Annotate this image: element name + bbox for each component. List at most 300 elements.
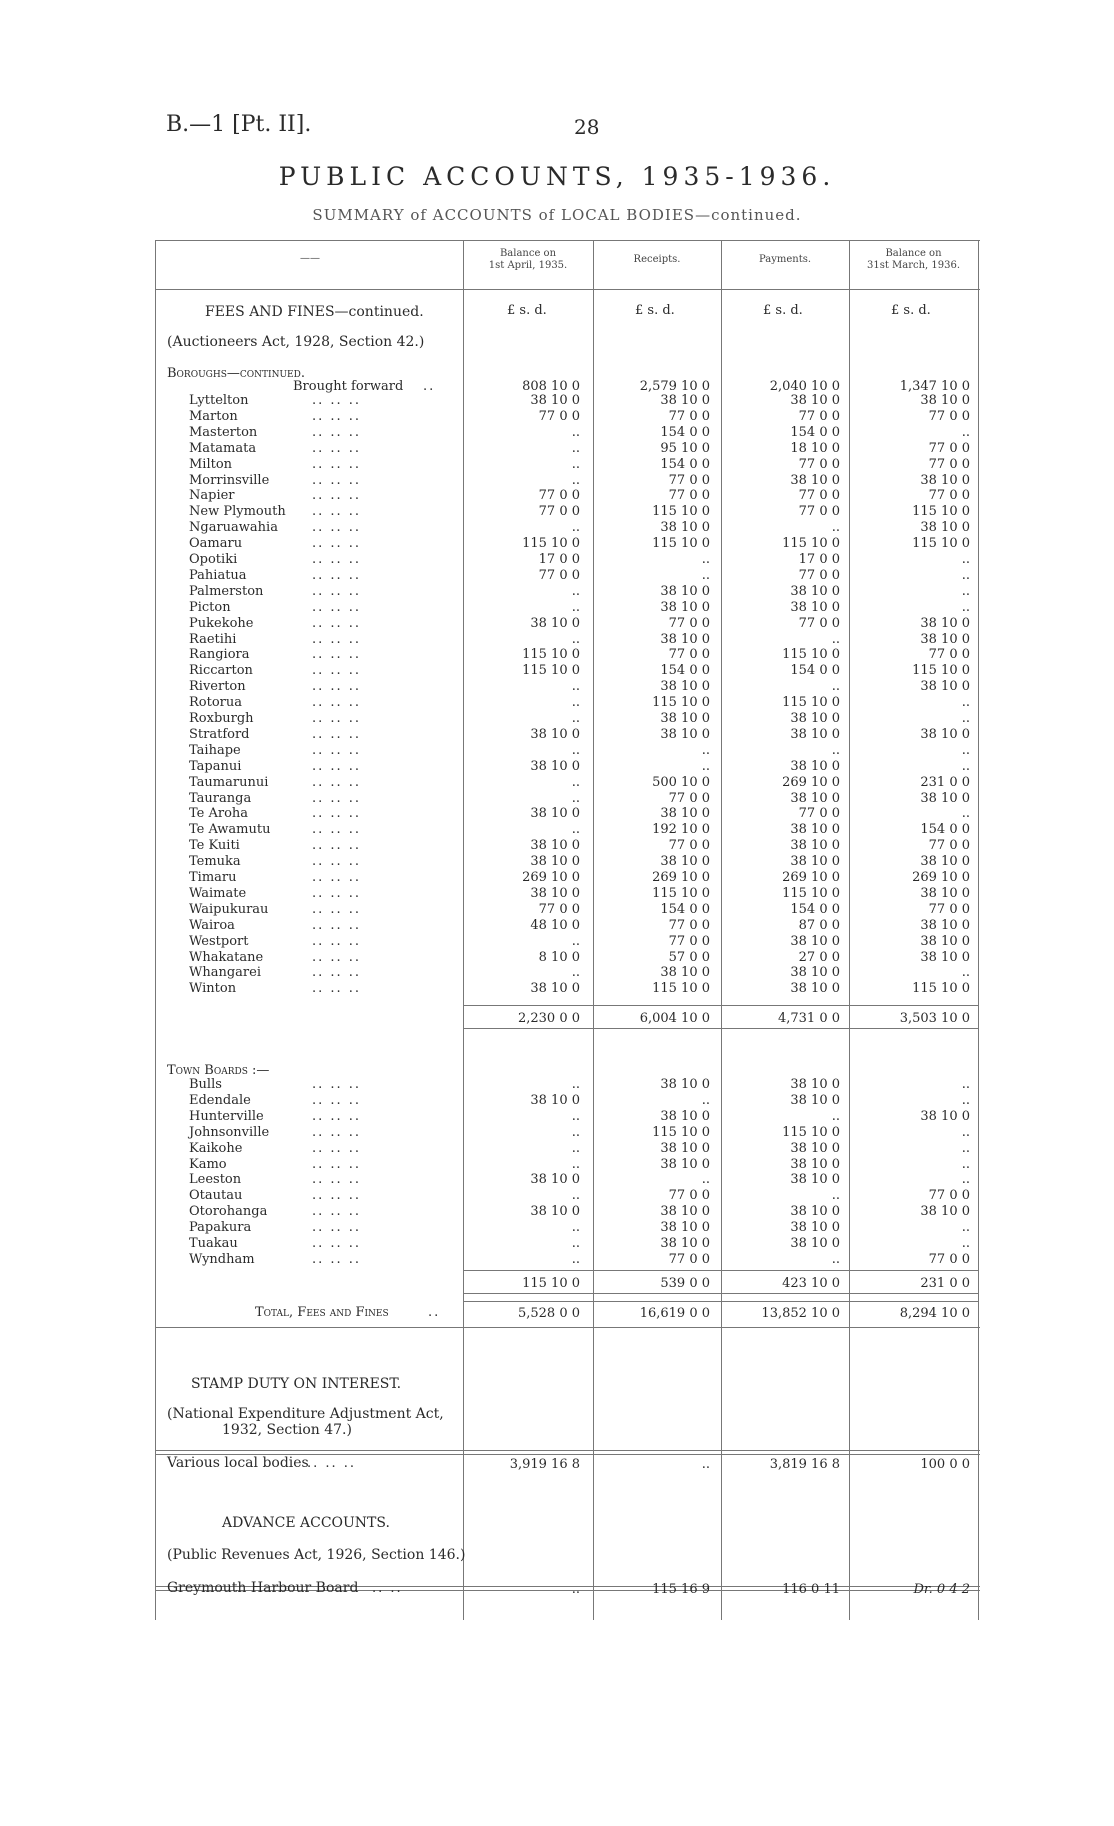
- leader-dots: .. .. ..: [312, 647, 362, 663]
- row-receipts: 77 0 0: [668, 917, 710, 933]
- row-payments: 38 10 0: [790, 1077, 840, 1092]
- currency-label-1: £ s. d.: [507, 303, 547, 318]
- row-payments: 115 10 0: [782, 647, 840, 663]
- row-closing: ..: [961, 758, 970, 774]
- row-receipts: ..: [701, 742, 710, 758]
- row-name: Picton: [189, 599, 231, 615]
- row-name: Te Awamutu: [189, 822, 271, 838]
- row-opening: 115 10 0: [522, 663, 580, 679]
- row-receipts: 77 0 0: [668, 615, 710, 631]
- leader-dots: .. .. ..: [312, 933, 362, 949]
- row-payments: 38 10 0: [790, 1140, 840, 1156]
- row-closing: ..: [961, 1236, 970, 1251]
- row-receipts: ..: [701, 758, 710, 774]
- leader-dots: .. .. ..: [312, 885, 362, 901]
- col-header-payments: Payments.: [758, 254, 812, 265]
- row-name: Pukekohe: [189, 615, 254, 631]
- row-opening: 38 10 0: [530, 1172, 580, 1188]
- town-boards-heading: Town Boards :—: [167, 1063, 270, 1078]
- row-opening: ..: [571, 1077, 580, 1092]
- leader-dots: .. .. ..: [312, 424, 362, 440]
- row-opening: ..: [571, 822, 580, 838]
- row-receipts: 38 10 0: [660, 679, 710, 695]
- page-subtitle: SUMMARY of ACCOUNTS of LOCAL BODIES—continued.: [312, 206, 802, 224]
- row-name: Whangarei: [189, 965, 261, 981]
- row-opening: ..: [571, 1124, 580, 1140]
- row-payments: 77 0 0: [798, 456, 840, 472]
- row-name: Winton: [189, 981, 237, 997]
- advance-row-label: Greymouth Harbour Board: [167, 1580, 359, 1596]
- row-payments: ..: [831, 1108, 840, 1124]
- row-closing: 77 0 0: [928, 1251, 970, 1267]
- row-receipts: 38 10 0: [660, 1220, 710, 1236]
- row-payments: 77 0 0: [798, 488, 840, 504]
- leader-dots: .. .. ..: [312, 456, 362, 472]
- stamp-act-line1: (National Expenditure Adjustment Act,: [167, 1406, 444, 1422]
- row-receipts: 154 0 0: [660, 901, 710, 917]
- row-name: Oamaru: [189, 536, 243, 552]
- row-opening: ..: [571, 695, 580, 711]
- row-opening: ..: [571, 583, 580, 599]
- leader-dots: .. .. ..: [312, 1156, 362, 1172]
- row-closing: ..: [961, 1140, 970, 1156]
- row-name: Milton: [189, 456, 233, 472]
- row-payments: ..: [831, 520, 840, 536]
- row-payments: ..: [831, 631, 840, 647]
- row-opening: 48 10 0: [530, 917, 580, 933]
- row-name: Marton: [189, 408, 238, 424]
- row-closing: 38 10 0: [920, 933, 970, 949]
- row-receipts: 269 10 0: [652, 870, 710, 885]
- grand-total-dots: ..: [428, 1305, 441, 1320]
- row-payments: 154 0 0: [790, 901, 840, 917]
- row-payments: 38 10 0: [790, 711, 840, 726]
- row-closing: 38 10 0: [920, 885, 970, 901]
- row-name: Rangiora: [189, 647, 250, 663]
- row-opening: ..: [571, 424, 580, 440]
- row-name: Lyttelton: [189, 393, 249, 408]
- leader-dots: .. .. ..: [312, 838, 362, 854]
- row-name: Morrinsville: [189, 472, 270, 488]
- fees-act-reference: (Auctioneers Act, 1928, Section 42.): [167, 334, 425, 350]
- row-opening: ..: [571, 472, 580, 488]
- town-total-payments: 423 10 0: [782, 1276, 840, 1291]
- row-closing: 77 0 0: [928, 1188, 970, 1204]
- row-closing: ..: [961, 583, 970, 599]
- row-payments: 38 10 0: [790, 1236, 840, 1251]
- row-receipts: 500 10 0: [652, 774, 710, 790]
- boroughs-total-payments: 4,731 0 0: [777, 1011, 840, 1026]
- leader-dots: .. .. ..: [312, 1077, 362, 1092]
- advance-payments: 116 0 11: [782, 1582, 840, 1597]
- row-opening: ..: [571, 1220, 580, 1236]
- row-closing: 77 0 0: [928, 838, 970, 854]
- row-opening: 77 0 0: [538, 408, 580, 424]
- row-opening: ..: [571, 1108, 580, 1124]
- row-name: Tapanui: [189, 758, 242, 774]
- row-name: Masterton: [189, 424, 258, 440]
- row-closing: 77 0 0: [928, 456, 970, 472]
- row-payments: 38 10 0: [790, 726, 840, 742]
- row-payments: 269 10 0: [782, 870, 840, 885]
- advance-section-title: ADVANCE ACCOUNTS.: [222, 1515, 390, 1531]
- row-payments: 115 10 0: [782, 885, 840, 901]
- row-opening: 38 10 0: [530, 393, 580, 408]
- row-name: Kaikohe: [189, 1140, 243, 1156]
- row-payments: 38 10 0: [790, 838, 840, 854]
- grand-total-receipts: 16,619 0 0: [639, 1306, 710, 1321]
- advance-act-reference: (Public Revenues Act, 1926, Section 146.): [167, 1547, 466, 1563]
- currency-label-2: £ s. d.: [635, 303, 675, 318]
- row-opening: 77 0 0: [538, 567, 580, 583]
- row-opening: ..: [571, 774, 580, 790]
- row-name: Waimate: [189, 885, 247, 901]
- leader-dots: .. .. ..: [312, 711, 362, 726]
- row-name: Taumarunui: [189, 774, 269, 790]
- leader-dots: .. .. ..: [312, 679, 362, 695]
- row-name: New Plymouth: [189, 504, 286, 520]
- row-payments: ..: [831, 742, 840, 758]
- row-receipts: 77 0 0: [668, 1188, 710, 1204]
- row-receipts: 154 0 0: [660, 456, 710, 472]
- row-closing: ..: [961, 1220, 970, 1236]
- brought-forward-receipts: 2,579 10 0: [639, 379, 710, 394]
- row-closing: 115 10 0: [912, 504, 970, 520]
- row-closing: 38 10 0: [920, 726, 970, 742]
- row-receipts: 115 10 0: [652, 536, 710, 552]
- row-receipts: 38 10 0: [660, 583, 710, 599]
- row-receipts: 38 10 0: [660, 1204, 710, 1220]
- row-payments: 38 10 0: [790, 1156, 840, 1172]
- town-total-opening: 115 10 0: [522, 1276, 580, 1291]
- leader-dots: .. .. ..: [312, 520, 362, 536]
- row-opening: ..: [571, 520, 580, 536]
- row-payments: 38 10 0: [790, 583, 840, 599]
- leader-dots: .. .. ..: [312, 408, 362, 424]
- row-opening: 115 10 0: [522, 536, 580, 552]
- row-opening: 77 0 0: [538, 504, 580, 520]
- row-payments: 38 10 0: [790, 790, 840, 806]
- leader-dots: .. .. ..: [312, 1140, 362, 1156]
- row-receipts: 38 10 0: [660, 520, 710, 536]
- row-name: Whakatane: [189, 949, 264, 965]
- row-payments: 154 0 0: [790, 424, 840, 440]
- row-closing: 38 10 0: [920, 854, 970, 870]
- row-receipts: 77 0 0: [668, 488, 710, 504]
- row-closing: 154 0 0: [920, 822, 970, 838]
- row-opening: 38 10 0: [530, 981, 580, 997]
- row-payments: 38 10 0: [790, 599, 840, 615]
- row-receipts: 77 0 0: [668, 790, 710, 806]
- leader-dots: .. .. ..: [312, 1236, 362, 1251]
- row-closing: 115 10 0: [912, 663, 970, 679]
- leader-dots: .. .. ..: [312, 583, 362, 599]
- row-receipts: 77 0 0: [668, 472, 710, 488]
- row-opening: ..: [571, 711, 580, 726]
- advance-receipts: 115 16 9: [652, 1582, 710, 1597]
- col-header-closing-balance: [849, 248, 978, 272]
- leader-dots: .. .. ..: [312, 965, 362, 981]
- row-opening: 38 10 0: [530, 758, 580, 774]
- row-name: Pahiatua: [189, 567, 247, 583]
- town-total-receipts: 539 0 0: [660, 1276, 710, 1291]
- row-opening: 8 10 0: [538, 949, 580, 965]
- leader-dots: .. .. ..: [312, 1188, 362, 1204]
- row-closing: ..: [961, 695, 970, 711]
- row-opening: ..: [571, 599, 580, 615]
- row-opening: 38 10 0: [530, 615, 580, 631]
- leader-dots: .. .. ..: [312, 504, 362, 520]
- row-opening: ..: [571, 456, 580, 472]
- stamp-row-label: Various local bodies: [167, 1455, 309, 1471]
- row-closing: 38 10 0: [920, 1204, 970, 1220]
- leader-dots: .. .. ..: [312, 854, 362, 870]
- leader-dots: .. .. ..: [312, 822, 362, 838]
- row-receipts: 38 10 0: [660, 393, 710, 408]
- row-closing: ..: [961, 552, 970, 567]
- boroughs-total-opening: 2,230 0 0: [517, 1011, 580, 1026]
- row-receipts: 154 0 0: [660, 424, 710, 440]
- stamp-payments: 3,819 16 8: [769, 1457, 840, 1472]
- row-name: Hunterville: [189, 1108, 264, 1124]
- row-name: Timaru: [189, 870, 237, 885]
- row-name: Ngaruawahia: [189, 520, 278, 536]
- leader-dots: .. .. ..: [312, 870, 362, 885]
- row-receipts: 38 10 0: [660, 1077, 710, 1092]
- row-receipts: 154 0 0: [660, 663, 710, 679]
- row-opening: ..: [571, 440, 580, 456]
- row-payments: 38 10 0: [790, 933, 840, 949]
- stamp-closing: 100 0 0: [920, 1457, 970, 1472]
- row-receipts: 38 10 0: [660, 965, 710, 981]
- row-closing: ..: [961, 965, 970, 981]
- row-payments: 38 10 0: [790, 472, 840, 488]
- advance-opening: ..: [571, 1582, 580, 1597]
- leader-dots: .. .. ..: [312, 917, 362, 933]
- row-name: Riccarton: [189, 663, 253, 679]
- row-closing: ..: [961, 742, 970, 758]
- row-receipts: 77 0 0: [668, 647, 710, 663]
- stub-header: ——: [300, 253, 320, 264]
- row-name: Tauranga: [189, 790, 252, 806]
- row-opening: ..: [571, 790, 580, 806]
- leader-dots: .. .. ..: [312, 758, 362, 774]
- row-receipts: 38 10 0: [660, 806, 710, 822]
- row-closing: 38 10 0: [920, 631, 970, 647]
- leader-dots: .. .. ..: [312, 1204, 362, 1220]
- row-name: Raetihi: [189, 631, 237, 647]
- grand-total-closing: 8,294 10 0: [899, 1306, 970, 1321]
- row-payments: 38 10 0: [790, 981, 840, 997]
- row-name: Riverton: [189, 679, 246, 695]
- leader-dots: .. .. ..: [312, 742, 362, 758]
- row-receipts: ..: [701, 1092, 710, 1108]
- row-name: Te Kuiti: [189, 838, 240, 854]
- row-payments: 38 10 0: [790, 1220, 840, 1236]
- row-receipts: ..: [701, 1172, 710, 1188]
- row-name: Te Aroha: [189, 806, 249, 822]
- row-name: Otorohanga: [189, 1204, 268, 1220]
- row-payments: 38 10 0: [790, 854, 840, 870]
- row-name: Napier: [189, 488, 235, 504]
- row-receipts: ..: [701, 567, 710, 583]
- row-payments: 77 0 0: [798, 408, 840, 424]
- leader-dots: .. .. ..: [312, 695, 362, 711]
- currency-label-4: £ s. d.: [891, 303, 931, 318]
- row-payments: 87 0 0: [798, 917, 840, 933]
- leader-dots: .. .. ..: [312, 1108, 362, 1124]
- row-name: Waipukurau: [189, 901, 269, 917]
- row-name: Leeston: [189, 1172, 242, 1188]
- leader-dots: .. .. ..: [312, 949, 362, 965]
- row-closing: 38 10 0: [920, 520, 970, 536]
- row-opening: 38 10 0: [530, 1092, 580, 1108]
- row-receipts: 38 10 0: [660, 854, 710, 870]
- row-opening: 38 10 0: [530, 806, 580, 822]
- boroughs-heading: Boroughs—continued.: [167, 366, 305, 381]
- page-number: 28: [574, 115, 600, 139]
- row-receipts: 192 10 0: [652, 822, 710, 838]
- row-opening: ..: [571, 631, 580, 647]
- leader-dots: .. .. ..: [312, 1092, 362, 1108]
- row-payments: 38 10 0: [790, 393, 840, 408]
- grand-total-label: Total, Fees and Fines: [255, 1305, 389, 1320]
- currency-label-3: £ s. d.: [763, 303, 803, 318]
- row-closing: 77 0 0: [928, 647, 970, 663]
- row-name: Tuakau: [189, 1236, 238, 1251]
- row-name: Edendale: [189, 1092, 251, 1108]
- stamp-act-line2: 1932, Section 47.): [222, 1422, 352, 1438]
- row-receipts: 115 10 0: [652, 504, 710, 520]
- row-opening: 38 10 0: [530, 726, 580, 742]
- document-reference: B.—1 [Pt. II].: [166, 112, 312, 137]
- row-payments: 18 10 0: [790, 440, 840, 456]
- row-opening: 38 10 0: [530, 854, 580, 870]
- leader-dots: .. .. ..: [312, 1220, 362, 1236]
- row-receipts: 57 0 0: [668, 949, 710, 965]
- leader-dots: .. .. ..: [312, 981, 362, 997]
- row-payments: 17 0 0: [798, 552, 840, 567]
- leader-dots: .. .. ..: [312, 663, 362, 679]
- leader-dots: .. .. ..: [312, 790, 362, 806]
- row-opening: 115 10 0: [522, 647, 580, 663]
- row-receipts: ..: [701, 552, 710, 567]
- row-closing: ..: [961, 711, 970, 726]
- row-name: Temuka: [189, 854, 241, 870]
- brought-forward-label: Brought forward: [293, 379, 404, 394]
- row-name: Westport: [189, 933, 249, 949]
- stamp-receipts: ..: [701, 1457, 710, 1472]
- leader-dots: .. .. ..: [312, 472, 362, 488]
- leader-dots: .. .. ..: [312, 1251, 362, 1267]
- row-closing: 38 10 0: [920, 615, 970, 631]
- row-closing: 38 10 0: [920, 917, 970, 933]
- row-payments: 38 10 0: [790, 1092, 840, 1108]
- row-closing: ..: [961, 1077, 970, 1092]
- row-receipts: 115 10 0: [652, 885, 710, 901]
- row-closing: ..: [961, 1092, 970, 1108]
- grand-total-payments: 13,852 10 0: [761, 1306, 840, 1321]
- boroughs-total-closing: 3,503 10 0: [899, 1011, 970, 1026]
- row-closing: 115 10 0: [912, 981, 970, 997]
- row-opening: ..: [571, 965, 580, 981]
- leader-dots: .. .. ..: [312, 901, 362, 917]
- row-receipts: 77 0 0: [668, 933, 710, 949]
- row-payments: 154 0 0: [790, 663, 840, 679]
- row-payments: ..: [831, 1188, 840, 1204]
- leader-dots: .. .. ..: [312, 488, 362, 504]
- row-opening: ..: [571, 1188, 580, 1204]
- row-receipts: 38 10 0: [660, 1140, 710, 1156]
- col-header-opening-balance: [463, 248, 593, 272]
- row-opening: 38 10 0: [530, 838, 580, 854]
- row-opening: 77 0 0: [538, 901, 580, 917]
- leader-dots: .. .. ..: [312, 1124, 362, 1140]
- row-opening: ..: [571, 679, 580, 695]
- grand-total-opening: 5,528 0 0: [517, 1306, 580, 1321]
- row-opening: ..: [571, 1251, 580, 1267]
- row-name: Opotiki: [189, 552, 238, 567]
- row-opening: 269 10 0: [522, 870, 580, 885]
- row-payments: 115 10 0: [782, 695, 840, 711]
- brought-forward-payments: 2,040 10 0: [769, 379, 840, 394]
- row-closing: 38 10 0: [920, 393, 970, 408]
- row-name: Rotorua: [189, 695, 243, 711]
- row-receipts: 38 10 0: [660, 1156, 710, 1172]
- row-name: Roxburgh: [189, 711, 254, 726]
- row-name: Wairoa: [189, 917, 235, 933]
- row-receipts: 38 10 0: [660, 599, 710, 615]
- row-closing: 38 10 0: [920, 790, 970, 806]
- row-payments: 115 10 0: [782, 1124, 840, 1140]
- col-header-closing-balance-line1: Balance on: [885, 248, 942, 259]
- row-opening: ..: [571, 1156, 580, 1172]
- col-header-receipts: Receipts.: [633, 254, 681, 265]
- row-payments: 38 10 0: [790, 1172, 840, 1188]
- page-title: PUBLIC ACCOUNTS, 1935-1936.: [278, 162, 836, 191]
- row-closing: ..: [961, 806, 970, 822]
- row-receipts: 38 10 0: [660, 711, 710, 726]
- leader-dots: .. .. ..: [312, 1172, 362, 1188]
- stamp-opening: 3,919 16 8: [509, 1457, 580, 1472]
- fees-section-title: FEES AND FINES—continued.: [205, 304, 424, 320]
- leader-dots: .. .. ..: [312, 440, 362, 456]
- row-name: Taihape: [189, 742, 241, 758]
- row-closing: ..: [961, 1172, 970, 1188]
- row-closing: 38 10 0: [920, 679, 970, 695]
- row-payments: 77 0 0: [798, 615, 840, 631]
- row-payments: ..: [831, 679, 840, 695]
- leader-dots: .. .. ..: [312, 806, 362, 822]
- row-payments: 38 10 0: [790, 758, 840, 774]
- row-opening: ..: [571, 933, 580, 949]
- leader-dots: .. .. ..: [312, 631, 362, 647]
- row-payments: 38 10 0: [790, 965, 840, 981]
- leader-dots: .. .. ..: [312, 552, 362, 567]
- row-payments: 269 10 0: [782, 774, 840, 790]
- row-opening: 17 0 0: [538, 552, 580, 567]
- leader-dots: .. .. ..: [312, 615, 362, 631]
- row-closing: 77 0 0: [928, 488, 970, 504]
- row-opening: ..: [571, 1236, 580, 1251]
- leader-dots: .. .. ..: [312, 774, 362, 790]
- row-closing: 77 0 0: [928, 440, 970, 456]
- row-name: Otautau: [189, 1188, 243, 1204]
- row-receipts: 38 10 0: [660, 1108, 710, 1124]
- leader-dots: .. .. ..: [312, 567, 362, 583]
- row-closing: ..: [961, 1156, 970, 1172]
- row-receipts: 115 10 0: [652, 981, 710, 997]
